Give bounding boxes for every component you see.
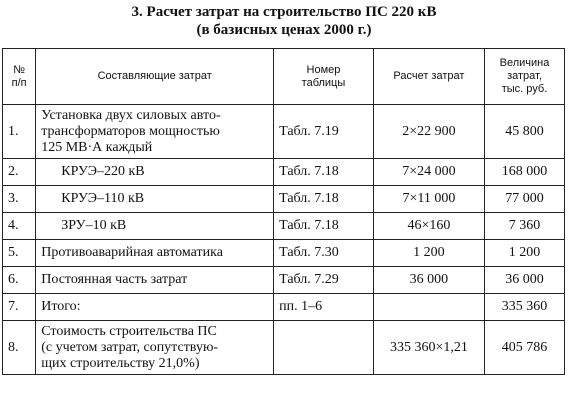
row-name: ЗРУ–10 кВ [36, 213, 274, 240]
table-row [3, 321, 565, 375]
header-calculation [373, 49, 484, 105]
table-row [3, 186, 565, 213]
cost-table [2, 48, 565, 375]
row-calc: 36 000 [373, 267, 484, 294]
row-name: КРУЭ–220 кВ [36, 159, 274, 186]
row-calc [373, 294, 484, 321]
row-name: КРУЭ–110 кВ [36, 186, 274, 213]
row-calc: 2×22 900 [373, 105, 484, 159]
row-calc: 46×160 [373, 213, 484, 240]
row-value: 36 000 [484, 267, 564, 294]
header-number-text: № п/п [11, 63, 27, 89]
table-row [3, 105, 565, 159]
table-row [3, 159, 565, 186]
row-number: 7. [3, 294, 36, 321]
row-name: Противоаварийная автоматика [36, 240, 274, 267]
row-table-ref: Табл. 7.18 [274, 186, 374, 213]
row-number: 6. [3, 267, 36, 294]
row-calc: 335 360×1,21 [373, 321, 484, 375]
header-value [484, 49, 564, 105]
header-table-ref-text: Номер таблицы [301, 63, 346, 89]
header-components-text: Составляющие затрат [97, 70, 212, 82]
row-value: 77 000 [484, 186, 564, 213]
row-number: 2. [3, 159, 36, 186]
row-value: 335 360 [484, 294, 564, 321]
table-row [3, 294, 565, 321]
row-table-ref: Табл. 7.18 [274, 159, 374, 186]
row-number: 3. [3, 186, 36, 213]
header-table-ref [274, 49, 374, 105]
header-number [3, 49, 36, 105]
row-number: 1. [3, 105, 36, 159]
header-calculation-text: Расчет затрат [393, 70, 465, 82]
header-components [36, 49, 274, 105]
row-name: Итого: [36, 294, 274, 321]
table-row [3, 267, 565, 294]
row-table-ref: пп. 1–6 [274, 294, 374, 321]
row-value: 405 786 [484, 321, 564, 375]
row-value: 1 200 [484, 240, 564, 267]
row-value: 168 000 [484, 159, 564, 186]
row-number: 4. [3, 213, 36, 240]
row-calc: 7×24 000 [373, 159, 484, 186]
table-title: 3. Расчет затрат на строительство ПС 220 кВ [131, 4, 437, 20]
row-number: 5. [3, 240, 36, 267]
table-row [3, 240, 565, 267]
header-value-text: Величина затрат, тыс. руб. [499, 57, 550, 95]
row-table-ref: Табл. 7.29 [274, 267, 374, 294]
row-calc: 1 200 [373, 240, 484, 267]
row-name: Постоянная часть затрат [36, 267, 274, 294]
row-name: Стоимость строительства ПС (с учетом затрат, сопутствую- щих строительству 21,0%) [36, 321, 274, 375]
row-table-ref: Табл. 7.30 [274, 240, 374, 267]
row-table-ref [274, 321, 374, 375]
header-row [3, 49, 565, 105]
row-table-ref: Табл. 7.18 [274, 213, 374, 240]
row-value: 45 800 [484, 105, 564, 159]
table-subtitle: (в базисных ценах 2000 г.) [196, 22, 372, 38]
row-name: Установка двух силовых авто- трансформаторов мощностью 125 МВ·А каждый [36, 105, 274, 159]
row-number: 8. [3, 321, 36, 375]
row-value: 7 360 [484, 213, 564, 240]
table-row [3, 213, 565, 240]
row-calc: 7×11 000 [373, 186, 484, 213]
row-table-ref: Табл. 7.19 [274, 105, 374, 159]
